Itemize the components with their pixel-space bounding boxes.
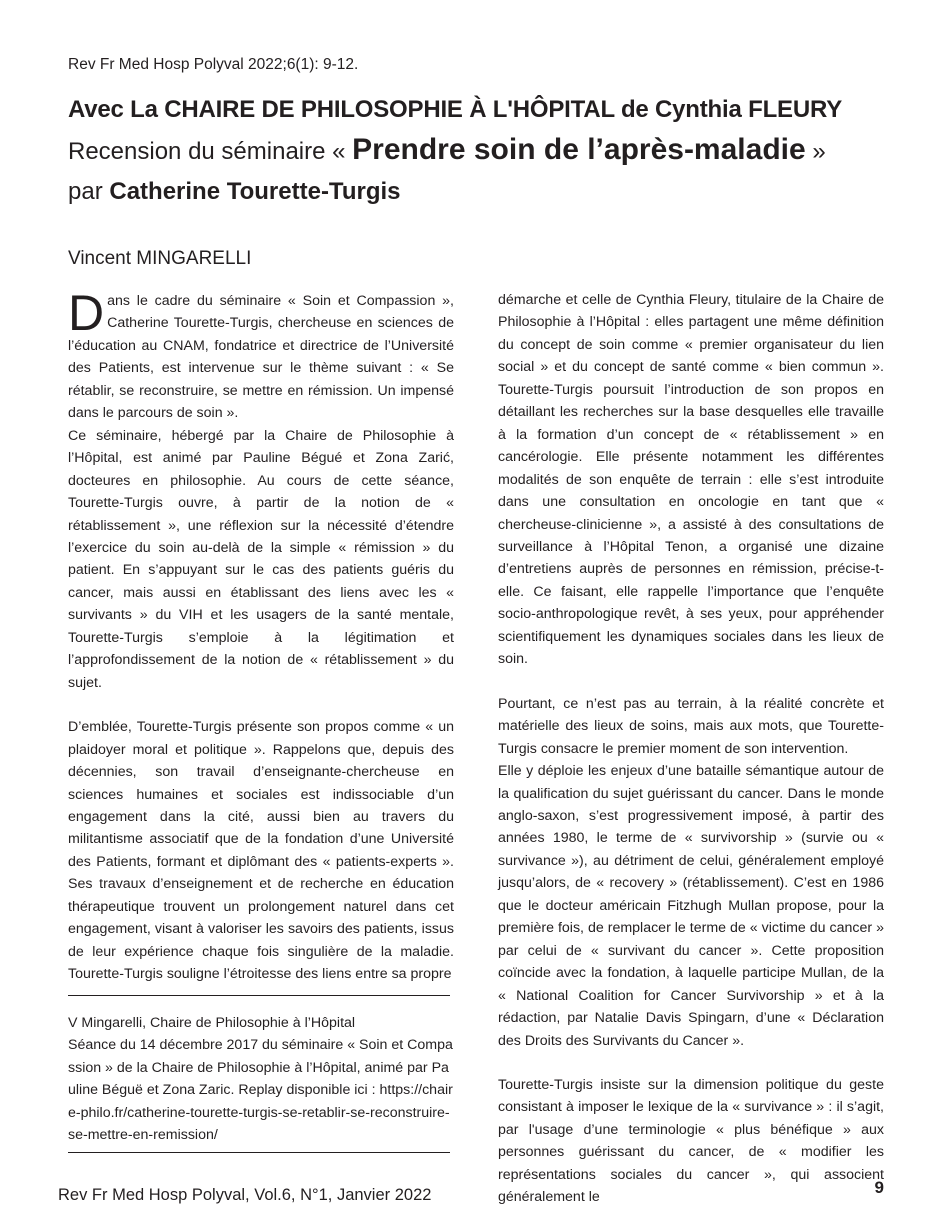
body-column-left <box>68 285 454 986</box>
paragraph: Tourette-Turgis insiste sur la dimension politique du geste consistant à imposer le lexique de la « survivance » : il s’agit, par l'usage d’une terminologie « plus bénéfique » aux personnes guérissant du cancer, de « modifier les représentations sociales du cancer », qui associent généralement le <box>498 1076 884 1206</box>
footnote-divider <box>68 995 450 996</box>
page-number: 9 <box>874 1178 884 1197</box>
footnote <box>68 1012 454 1146</box>
footer-journal-info: Rev Fr Med Hosp Polyval, Vol.6, N°1, Janvier 2022 <box>58 1186 432 1204</box>
article-title-line-1: Avec La CHAIRE DE PHILOSOPHIE À L'HÔPITAL de Cynthia FLEURY <box>68 96 843 123</box>
body-column-right <box>498 289 884 1209</box>
article-title-line-2 <box>68 133 826 167</box>
title-main: Prendre soin de l’après-maladie <box>352 133 806 166</box>
footnote-affiliation: V Mingarelli, Chaire de Philosophie à l’Hôpital <box>68 1015 356 1031</box>
paragraph: Dans le cadre du séminaire « Soin et Compassion », Catherine Tourette-Turgis, chercheuse en sciences de l’éducation au CNAM, fondatrice et directrice de l’Université des Patients, est intervenue sur le thème suivant : « Se rétablir, se reconstruire, se mettre en rémission. Un impensé dans le parcours de soin ». <box>68 285 454 422</box>
footnote-divider-bottom <box>68 1152 450 1153</box>
paragraph: D’emblée, Tourette-Turgis présente son propos comme « un plaidoyer moral et politique ». Rappelons que, depuis des décennies, son travail d’enseignante-chercheuse en sciences humaines et sociales est indissociable d’un engagement dans la cité, aussi bien au travers du militantisme associatif que de la fondation d’une Université des Patients, formant et diplômant des « patients-experts ». Ses travaux d’enseignement et de recherche en éducation thérapeutique trouvent un prolongement naturel dans cet engagement, visant à valoriser les savoirs des patients, issus de leur expérience chaque fois singulière de la maladie. Tourette-Turgis souligne l’étroitesse des liens entre sa propre <box>68 719 454 983</box>
paragraph: Ce séminaire, hébergé par la Chaire de Philosophie à l’Hôpital, est animé par Pauline Bégué et Zona Zarić, docteures en philosophie. Au cours de cette séance, Tourette-Turgis ouvre, à partir de la notion de « rétablissement », une réflexion sur la nécessité d’étendre l’exercice du soin au-delà de la simple « rémission » du patient. En s’appuyant sur le cas des patients guéris du cancer, mais aussi en établissant des liens avec les « survivants » du VIH et les usagers de la santé mentale, Tourette-Turgis s’emploie à la légitimation et l’approfondissement de la notion de « rétablissement » du sujet. <box>68 427 454 691</box>
footnote-text[interactable]: Séance du 14 décembre 2017 du séminaire « Soin et Compassion » de la Chaire de Philosophie à l’Hôpital, animé par Pauline Béguë et Zona Zaric. Replay disponible ici : https://chaire-philo.fr/catherine-tourette-turgis-se-retablir-se-reconstruire-se-mettre-en-remission/ <box>68 1037 453 1144</box>
paragraph: Pourtant, ce n’est pas au terrain, à la réalité concrète et matérielle des lieux de soins, mais aux mots, que Tourette-Turgis consacre le premier moment de son intervention. <box>498 695 884 757</box>
paragraph: Elle y déploie les enjeux d’une bataille sémantique autour de la qualification du sujet guérissant du cancer. Dans le monde anglo-saxon, s’est progressivement imposé, à partir des années 1980, le terme de « survivorship » (survie ou « survivance »), au détriment de celui, généralement employé jusqu’alors, de « recovery » (rétablissement). C’est en 1986 que le docteur américain Fitzhugh Mullan propose, pour la première fois, de remplacer le terme de « victime du cancer » par celui de « survivant du cancer ». Cette proposition coïncide avec la fondation, à laquelle participe Mullan, de la « National Coalition for Cancer Survivorship » et à la rédaction, par Natalie Davis Spingarn, d’une « Déclaration des Droits des Survivants du Cancer ». <box>498 763 884 1049</box>
title-suffix: » <box>805 138 826 165</box>
speaker-name: Catherine Tourette-Turgis <box>109 178 401 205</box>
drop-cap: D <box>68 285 105 341</box>
article-title-line-3 <box>68 178 401 206</box>
title-by: par <box>68 178 110 205</box>
journal-reference: Rev Fr Med Hosp Polyval 2022;6(1): 9-12. <box>68 56 359 73</box>
paragraph: démarche et celle de Cynthia Fleury, titulaire de la Chaire de Philosophie à l’Hôpital : elles partagent une même définition du concept de soin comme « premier organisateur du lien social » et du concept de santé comme « bien commun ». Tourette-Turgis poursuit l’introduction de son propos en détaillant les recherches sur la base desquelles elle travaille à la formation d’un concept de « rétablissement » en cancérologie. Elle présente notamment les différentes modalités de son enquête de terrain : elle s’est introduite dans une consultation en oncologie en tant que « chercheuse-clinicienne », a assisté à des consultations de surveillance à l’Hôpital Tenon, a organisé une dizaine d’entretiens auprès de personnes en rémission, précise-t-elle. Ce faisant, elle rappelle l’importance que l’enquête socio-anthropologique revêt, à ses yeux, pour appréhender scientifiquement les dynamiques sociales dans les lieux de soin. <box>498 292 884 668</box>
title-prefix: Recension du séminaire « <box>68 138 353 165</box>
author-name: Vincent MINGARELLI <box>68 248 252 269</box>
